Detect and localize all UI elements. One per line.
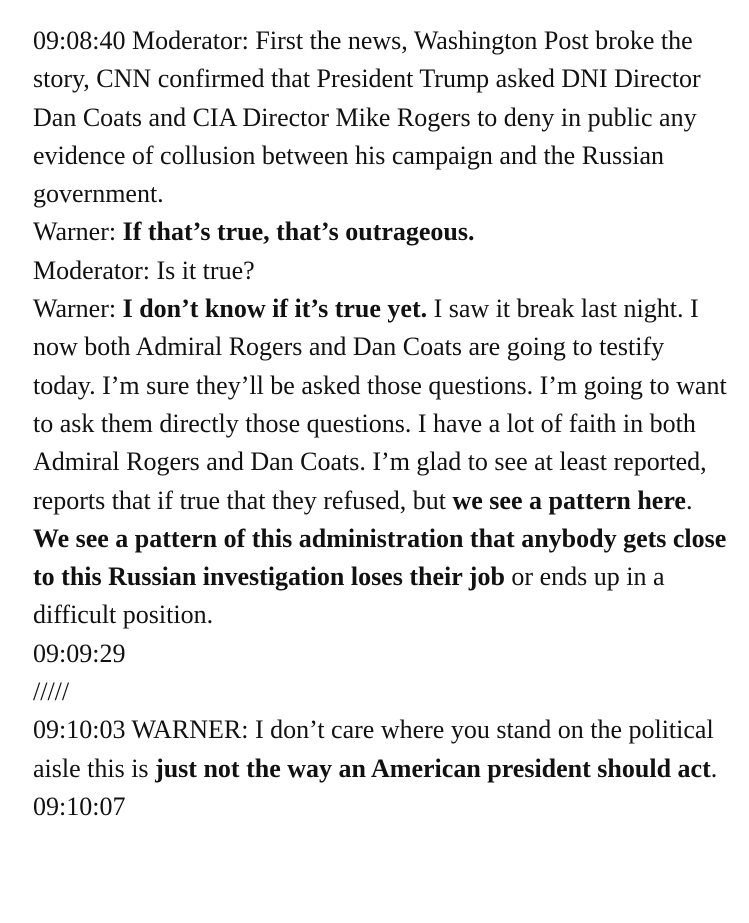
timestamp (33, 788, 727, 826)
speaker-label: Warner: (33, 294, 123, 324)
moderator-opening-text: 09:08:40 Moderator: First the news, Washington Post broke the story, CNN confirmed that President Trump asked DNI Director Dan Coats and CIA Director Mike Rogers to deny in public any evidence of collusion between his campaign and the Russian government. (33, 26, 701, 209)
bold-quote: just not the way an American president should act (155, 753, 711, 783)
bold-quote: If that’s true, that’s outrageous. (122, 217, 475, 247)
timestamp-text: 09:09:29 (33, 638, 126, 668)
speaker-label: Warner: (33, 217, 123, 247)
timestamp (33, 635, 727, 673)
closing-text: 09:10:03 WARNER: I don’t care where you stand on the political aisle this is (33, 715, 714, 783)
closing-text: . (710, 753, 718, 783)
bold-quote: we see a pattern here (452, 485, 686, 515)
transcript-paragraph-warner-reaction (33, 213, 727, 251)
transcript-paragraph-warner-response (33, 290, 727, 635)
transcript-paragraph-warner-closing (33, 711, 727, 788)
response-text: I saw it break last night. I now both Admiral Rogers and Dan Coats are going to testify today. I’m sure they’ll be asked those questions. I’m going to want to ask them directly those questions. I have a lot of faith in both Admiral Rogers and Dan Coats. I’m glad to see at least reported, reports that if true that they refused, but (33, 294, 727, 515)
separator-text: ///// (33, 677, 70, 707)
moderator-question-text: Moderator: Is it true? (33, 255, 255, 285)
response-text: or ends up in a difficult position. (33, 562, 665, 630)
transcript-paragraph-moderator-question (33, 252, 727, 290)
bold-quote: We see a pattern of this administration that anybody gets close to this Russian investigation loses their job (33, 523, 727, 592)
response-text: . (685, 485, 693, 515)
section-separator (33, 673, 727, 711)
transcript-paragraph-opening (33, 22, 727, 213)
timestamp-text: 09:10:07 (33, 791, 126, 821)
bold-quote: I don’t know if it’s true yet. (122, 294, 428, 324)
